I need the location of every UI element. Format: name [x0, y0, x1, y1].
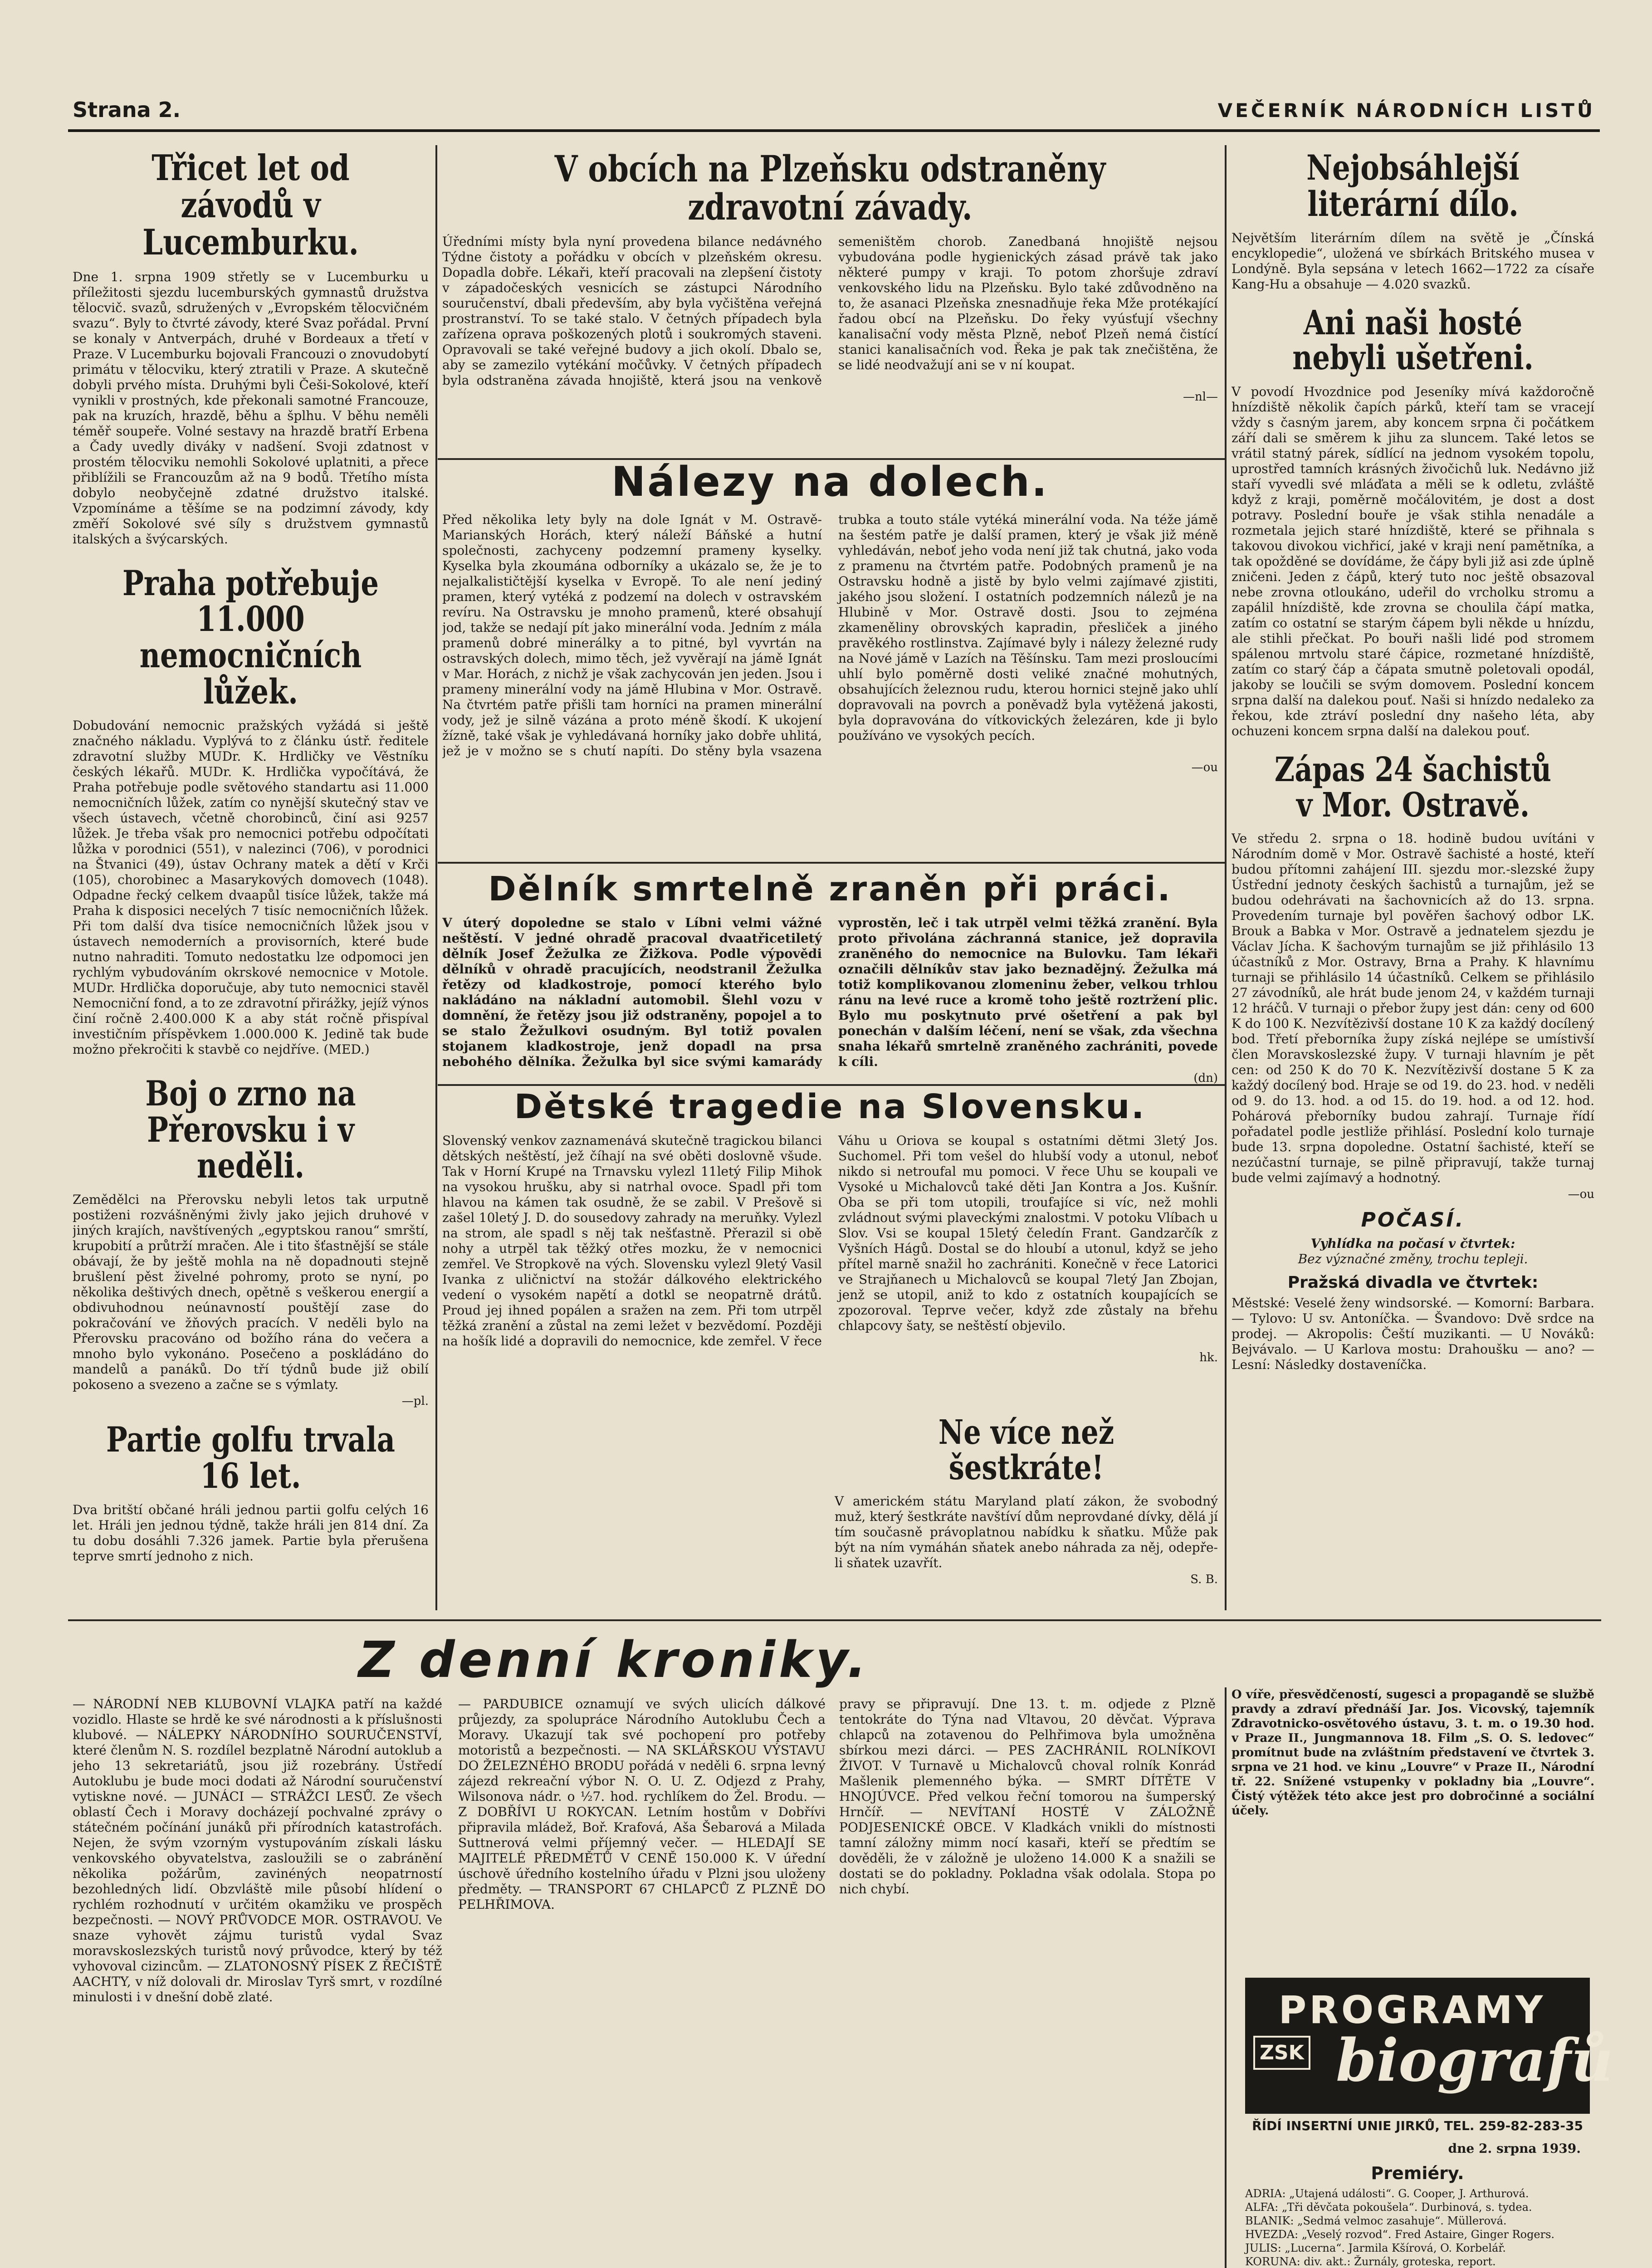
weather-line: Bez význačné změny, trochu tepleji.	[1298, 1251, 1528, 1267]
article-body: V úterý dopoledne se stalo v Líbni velmi vážné neštěstí. V jedné ohradě pracoval dvaatřicetiletý dělník Josef Žežulka ze Žižkova. Podle výpovědi dělníků v ohradě pracujících, neodstranil Žežulka řetězy od kladkostroje, pomocí kterého bylo nakládáno na nákladní automobil. Šlehl vozu v domnění, že řetězy jsou již odstraněny, popojel a to se stalo Žežulkovi osudným. Byl totiž povalen stojanem kladkostroje, jenž dopadl na prsa nebohého dělníka. Žežulka byl sice svými kamarády vyprostěn, leč i tak utrpěl velmi těžká zranění. Byla proto přivolána záchranná stanice, jež dopravila zraněného do nemocnice na Bulovku. Tam lékaři označili dělníkův stav jako beznadějný. Žežulka má totiž komplikovanou zlomeninu žeber, velkou trhlou ránu na levé ruce a kromě toho ještě roztržení plic. Bylo mu poskytnuto prvé ošetření a pak byl ponechán v dalším léčení, není se však, zda všechna snaha lékařů smrtelně zraněného zachrániti, povede k cíli.	[442, 915, 1218, 1069]
theatre-title: Pražská divadla ve čtvrtek:	[1287, 1273, 1539, 1292]
article-signature: —nl—	[1183, 390, 1218, 404]
lecture-note	[1232, 1687, 1594, 1969]
biograf-advert	[1245, 1978, 1613, 2114]
weather-line: Vyhlídka na počasí v čtvrtek:	[1310, 1236, 1515, 1251]
article-title: Dětské tragedie na Slovensku.	[514, 1090, 1146, 1126]
article-signature: —ou	[1568, 1188, 1594, 1202]
kronika-column: pravy se připravují. Dne 13. t. m. odjede z Plzně tentokráte do Týna nad Vltavou, 20 děvčat. Výprava chlapců na zotavenou do Pelhřimova byla umožněna sbírkou mezi dárci. — PES ZACHRÁNIL ROLNÍKOVI ŽIVOT. V Turnavě u Michalovců choval rolník Konrád Mašlenik plemenného býka. — SMRT DÍTĚTE V HNOJÚVCE. Před velkou řeční tomorou na šumperský Hrnčíř. — NEVÍTANÍ HOSTÉ V ZÁLOŽNĚ PODJESENICKÉ OBCE. V Kladkách vnikli do místnosti tamní záložny mimm nocí kasaři, kteří se předtím se dověděli, že v záložně je uloženo 14.000 K a snažili se dostati se do pokladny. Pokladna však odolala. Stopa po nich chybí.	[839, 1696, 1216, 1897]
article-body: Ve středu 2. srpna o 18. hodině budou uvítáni v Národním domě v Mor. Ostravě šachisté a hosté, kteří budou přítomni zahájení III. sjezdu mor.-slezské župy Ústřední jednoty českých šachistů a turnajům, jež se budou odehrávati na šachovnicích až do 13. srpna. Provedením turnaje byl pověřen šachový odbor LK. Brouk a Babka v Mor. Ostravě a jednatelem sjezdu je Václav Jícha. K šachovým turnajům se již přihlásilo 13 účastníků z Mor. Ostravy, Brna a Prahy. K hlavnímu turnaji se přihlásilo 14 účastníků. Celkem se přihlásilo 27 závodníků, ale hrát bude jenom 24, v každém turnaji 12 hráčů. V turnaji o přebor župy jest dán: ceny od 600 K do 100 K. Nezvítězivší dostane 10 K za každý docílený bod. Třetí přeborníka župy získá nejlépe se umístivší člen Moravskoslezské župy. V turnaji hlavním je pět cen: od 250 K do 70 K. Nezvítězivší dostane 5 K za každý docílený bod. Hraje se od 19. do 23. hod. v neděli od 9. do 13. hod. a od 15. do 19. hod. a od 12. hod. Pohárová přeborníky budou zahrají. Turnaje řídí pořadatel podle jestliže přihlásí. Poslední kolo turnaje bude 13. srpna dopoledne. Ostatní šachisté, kteří se nezúčastní turnaje, se pilně připravují, takže turnaj bude velmi zajímavý a hodnotný.	[1232, 831, 1594, 1186]
weather-title: POČASÍ.	[1361, 1208, 1465, 1232]
premiery-title: Premiéry.	[1371, 2163, 1464, 2183]
kronika-column: — PARDUBICE oznamují ve svých ulicích dálkové průjezdy, za spolupráce Národního Autoklubu Čech a Moravy. Ukazují tak své pochopení pro potřeby motoristů a bezpečnosti. — NA SKLÁŘSKOU VÝSTAVU DO ŽELEZNÉHO BRODU pořádá v neděli 6. srpna levný zájezd rekreační výbor N. O. U. Z. Odjezd z Prahy, Wilsonova nádr. o ½7. hod. rychlíkem do Žel. Brodu. — Z DOBŘÍVI U ROKYCAN. Letním hostům v Dobřívi připravila mládež, Boř. Krafová, Aša Šebarová a Milada Suttnerová velmi příjemný večer. — HLEDAJÍ SE MAJITELÉ PŘEDMĚTŮ V CENĚ 150.000 K. V úřední úschově úředního kostelního úřadu v Plzni jsou uloženy předměty. — TRANSPORT 67 CHLAPCŮ Z PLZNĚ DO PELHŘIMOVA.	[458, 1696, 826, 1912]
article-body: Největším literárním dílem na světě je „Čínská encyklopedie“, uložená ve sbírkách Britského musea v Londýně. Byla sepsána v letech 1662—1722 za císaře Kang-Hu a obsahuje — 4.020 svazků.	[1232, 230, 1594, 292]
note-body: O víře, přesvědčeností, sugesci a propagandě se službě pravdy a zdraví přednáší Jar. Jos. Vicovský, tajemník Zdravotnicko-osvětového ústavu, 3. t. m. o 19.30 hod. v Praze II., Jungmannova 18. Film „S. O. S. ledovec“ promítnut bude na zvláštním představení ve čtvrtek 3. srpna ve 21 hod. ve kinu „Louvre“ v Praze II., Národní tř. 22. Snížené vstupenky v pokladny bia „Louvre“. Čistý výtěžek této akce jest pro dobročinné a sociální účely.	[1232, 1688, 1594, 1818]
article-body: V povodí Hvozdnice pod Jeseníky mívá každoročně hnízdiště několik čapích párků, kteří tam se vracejí vždy s časným jarem, aby koncem srpna či počátkem září dali se směrem k jihu za sluncem. Také letos se vrátil statný párek, sídlící na jednom vysokém topolu, uprostřed tamních krásných živočichů luk. Nedávno již staří vyvedli své mláďata a měli se k odletu, zvláště když z kraji, poměrně močálovitém, je dost a dost potravy. Poslední bouře je však stihla nenadále a rozmetala jejich staré hnízdiště, které se přihnala s takovou divokou vichřicí, jaké v kraji není pamětníka, a tak opožděné se dovídáme, že čápy byli již asi zde úplně zničeni. Jeden z čápů, který tuto noc ještě obsazoval nebe zrovna otloukáno, udeřil do vrcholku stromu a zapálil hnízdiště, kde zrovna se choulila čápí matka, zatím co ostatní se starým čápem byli někde u hnízdu, ale stihli přečkat. Po bouři našli lidé pod stromem spálenou mrtvolu staré čápice, rozmetané hnízdiště, zatím co starý čáp a čápata smutně poletovali opodál, jakoby se loučili se svým domovem. Poslední koncem srpna další na dalekou pouť. Naši si hnízdo nedaleko za řekou, kde ztráví poslední dny našeho léta, aby ochuzeni koncem srpna další na dalekou pouť.	[1232, 384, 1594, 738]
article-body: V americkém státu Maryland platí zákon, že svobodný muž, který šestkráte navštíví dům neprovdané dívky, dělá jí tím současně právoplatnou nabídku k sňatku. Může pak být na ním vymáhán sňatek anebo náhrada za něj, odepře-li sňatek uzavřít.	[835, 1494, 1218, 1571]
page-header	[68, 93, 1600, 132]
cinema-listing: ALFA: „Tři děvčata pokoušela“. Durbinová, s. tydea.	[1245, 2201, 1532, 2214]
column-rule	[435, 145, 437, 1610]
article-title: Třicet let od závodů v Lucemburku.	[142, 150, 359, 263]
article-signature: S. B.	[1190, 1573, 1218, 1587]
article-title: Ani naši hosté nebyli ušetřeni.	[1292, 303, 1534, 378]
cinema-programme	[1245, 2141, 1590, 2268]
column-center	[442, 150, 1218, 1615]
article-body: Zemědělci na Přerovsku nebyli letos tak urputně postiženi rozvášněnými živly jako jejich druhové v jiných krajích, navštívených „egyptskou ranou“ smrští, krupobití a průtrží mračen. Ale i tito šťastnější se stále obávají, že by ještě mohla na ně dopadnouti stejně brušlení pěst živelné pohromy, proto se nyní, po několika deštivých dnech, opětně s veškerou energií a obdivuhodnou neúnavností pouštějí zase do pokračování ve žňových pracích. V neděli bylo na Přerovsku pracováno od božího rána do večera a mnoho bylo vykonáno. Posečeno a poskládáno do mandelů a panáků. Do tří týdnů bude již obilí pokoseno a svezeno a začne se s výmlaty.	[73, 1192, 429, 1393]
article-title: Ne více než šestkráte!	[938, 1415, 1114, 1487]
ad-programy: PROGRAMY	[1278, 1988, 1546, 2032]
article-golf	[73, 1419, 429, 1564]
article-literarni-dilo	[1232, 150, 1594, 292]
theatre-body: Městské: Veselé ženy windsorské. — Komorní: Barbara. — Tylovo: U sv. Antoníčka. — Švandovo: Dvě srdce na prodej. — Akropolis: Čeští muzikanti. — U Nováků: Bejvávalo. — U Karlova mostu: Drahoušku — ano? — Lesní: Následky dostaveníčka.	[1232, 1295, 1594, 1373]
article-signature: (dn)	[1193, 1071, 1218, 1085]
masthead: VEČERNÍK NÁRODNÍCH LISTŮ	[1217, 99, 1595, 122]
article-maryland	[835, 1415, 1218, 1610]
article-title: Nálezy na dolech.	[611, 461, 1049, 506]
article-title: Zápas 24 šachistů v Mor. Ostravě.	[1274, 750, 1552, 825]
cinema-listing: JULIS: „Lucerna“. Jarmila Kšírová, O. Korbelář.	[1245, 2242, 1506, 2254]
column-rule	[1225, 145, 1227, 1610]
cinema-listing: KORUNA: div. akt.: Žurnály, groteska, report.	[1245, 2255, 1496, 2268]
weather-box	[1232, 1208, 1594, 1267]
column-rule	[1225, 1687, 1227, 2268]
article-signature: hk.	[1199, 1350, 1218, 1364]
kronika-column: — NÁRODNÍ NEB KLUBOVNÍ VLAJKA patří na každé vozidlo. Hlaste se hrdě ke své národnosti a k příslušnosti klubové. — NÁLEPKY NÁRODNÍHO SOURUČENSTVÍ, které členům N. S. rozdílel bezplatně Národní autoklub a jeho 13 sekretariátů, jsou již rozebrány. Ústředí Autoklubu je bude moci dodati až Národní souručenství vytiskne nové. — JUNÁCI — STRÁŽCI LESŮ. Ze všech oblastí Čech i Moravy docházejí pochvalné zprávy o státečném počínání junáků při přírodních katastrofách. Nejen, že svým vzorným vystupováním získali lásku venkovského obyvatelstva, zasloužili se o zabránění několika požárům, zavinéných neopatrností bezohledných lidí. Obzvláště mile působí hlídení o rychlém rozhodnutí v určitém okamžiku ve prospěch bezpečnosti. — NOVÝ PRŮVODCE MOR. OSTRAVOU. Ve snaze vyhovět zájmu turistů vydal Svaz moravskoslezských turistů nový průvodce, který by též vyhovoval cizincům. — ZLATONOSNÝ PÍSEK Z ŘEČIŠTĚ AACHTY, v níž dolovali dr. Miroslav Tyrš smrt, v rozdílné minulosti i v dnešní době zlaté.	[73, 1696, 442, 2004]
page-number: Strana 2.	[73, 98, 181, 122]
article-body: Dobudování nemocnic pražských vyžádá si ještě značného nákladu. Vyplývá to z článku ústř. ředitele zdravotní služby MUDr. K. Hrdličky ve Věstníku českých lékařů. MUDr. K. Hrdlička vypočítává, že Praha potřebuje podle světového standartu asi 11.000 nemocničních lůžek, zatím co nynější skutečný stav ve všech ústavech, včetně chorobinců, činí asi 9257 lůžek. Je třeba však pro nemocnici potřebu odpočítati lůžka v porodnici (551), v nalezinci (706), v porodnici na Štvanici (49), ústav Ochrany matek a dětí v Krči (105), chorobinec a Masarykových domovech (1048). Odpadne řecký celkem dvaapůl tisíce lůžek, takže má Praha k disposici necelých 7 tisíc nemocničních lůžek. Při tom další dva tisíce nemocničních lůžek jsou v ústavech nemoderních a provisorních, které bude nutno nahraditi. Tomuto nedostatku lze odpomoci jen rychlým vybudováním okrskové nemocnice v Motole. MUDr. Hrdlička doporučuje, aby tuto nemocnici stavěl Nemocniční fond, a to ze zdravotní přirážky, jejíž výnos činí ročně 2.400.000 K a aby stát ročně přispíval investičním příspěvkem 1.000.000 K. Jedině tak bude možno překročiti k stavbě co nejdříve. (MED.)	[73, 718, 429, 1057]
article-signature: —ou	[1191, 760, 1218, 774]
article-signature: —pl.	[401, 1394, 429, 1408]
article-body: Slovenský venkov zaznamenává skutečně tragickou bilanci dětských neštěstí, jež číhají na své oběti doslovně všude. Tak v Horní Krupé na Trnavsku vylezl 11letý Filip Mihok na vysokou hrušku, aby si natrhal ovoce. Spadl při tom hlavou na kámen tak osudně, že se zabil. V Prešově si zašel 10letý J. D. do sousedovy zahrady na meruňky. Vylezl na strom, ale spadl s něj tak nešťastně. Přerazil si obě nohy a utrpěl tak těžký otřes mozku, že v nemocnici zemřel. Ve Stropkově na vých. Slovensku vylezl 9letý Vasil Ivanka z uličnictví na stožár dálkového elektrického vedení o vysokém napětí a dotkl se neopatrně drátů. Proud jej ihned popálen a sražen na zem. Při tom utrpěl těžká zranění a zůstal na zemi ležet v bezvědomí. Později na hošík lidé a dopravili do nemocnice, kde zemřel. V řece Váhu u Oriova se koupal s ostatními dětmi 3letý Jos. Suchomel. Při tom vešel do hlubší vody a utonul, neboť nikdo si netroufal mu pomoci. V řece Uhu se koupali ve Vysoké u Michalovců také děti Jan Kontra a Jos. Kušnír. Oba se při tom utopili, troufajíce si víc, než mohli zvládnout svými plaveckými znalostmi. V potoku Vlíbach u Slov. Vsi se koupal 15letý čeledín Frant. Gandzarčík z Vyšních Hágů. Dostal se do hloubí a utonul, když se jeho přítel marně snažil ho zachrániti. Konečně v řece Latorici ve Strajňanech u Michalovců se koupal 7letý Jan Zbojan, jenž se utopil, aniž to kdo z ostatních koupajících se zpozoroval. Teprve večer, když zde zůstaly na břehu chlapcovy šaty, se neštěstí objevilo.	[442, 1133, 1218, 1349]
ad-footer: ŘÍDÍ INSERTNÍ UNIE JIRKŮ, TEL. 259-82-283-35	[1252, 2118, 1583, 2133]
article-slovensko	[442, 1090, 1218, 1407]
article-nalezy	[442, 461, 1218, 865]
ad-biografu: biografů	[1336, 2027, 1613, 2095]
article-title: V obcích na Plzeňsku odstraněny zdravotní závady.	[554, 150, 1106, 228]
article-title: Nejobsáhlejší literární dílo.	[1306, 150, 1520, 224]
article-body: Před několika lety byly na dole Ignát v M. Ostravě-Marianských Horách, který náleží Báňské a hutní společnosti, zachyceny podzemní prameny kyselky. Kyselka byla zkoumána odborníky a ukázalo se, že je to nejalkalističtější kyselka v Evropě. To ale není jediný pramen, který vytéká z podzemí na dolech v ostravském revíru. Na Ostravsku je mnoho pramenů, které obsahují jod, takže se nedají pít jako minerální voda. Jedním z mála pramenů dobré minerálky a to pitné, byl vyvrtán na ostravských dolech, mimo těch, jež vyvěrají na jámě Ignát v Mar. Horách, z nichž je však zachycován jen jeden. Jsou i prameny minerální vody na jámě Hlubina v Mor. Ostravě. Na čtvrtém patře přišli tam horníci na pramen minerální vody, jež je silně vázána a proto méně škodí. K ukojení žízně, také však je vyhledávaná horníky jako dobře uhlitá, jež je v možno se s chutí napíti. Do stěny byla vsazena trubka a touto stále vytéká minerální voda. Na téže jámě na šestém patře je další pramen, který je však již méně vyhledáván, neboť jeho voda není již tak chutná, jako voda z pramenu na čtvrtém patře. Podobných pramenů je na Ostravsku hodně a jistě by bylo velmi zajímavé zjistiti, jakého jsou složení. I ostatních podzemních nálezů je na Hlubině v Mor. Ostravě dosti. Jsou to zejména zkameněliny obrovských kapradin, přesliček a jiného pravěkého rostlinstva. Zajímavé byly i nálezy železné rudy na Nové jámě v Lazích na Těšínsku. Tam mezi prosloucími uhlí bylo poměrně dosti veliké značné mohutných, obsahujících železnou rudu, kterou hornici stejně jako uhlí dopravovali na povrch a poněvadž byla vytěžená jakosti, byla dopravována do vítkovických železáren, kde ji bylo používáno ve vysokých pecích.	[442, 512, 1218, 758]
programme-date: dne 2. srpna 1939.	[1448, 2141, 1581, 2156]
article-title: Praha potřebuje 11.000 nemocničních lůžek.	[122, 562, 379, 712]
theatre-listing	[1232, 1273, 1594, 1373]
cinema-listing: BLANIK: „Sedmá velmoc zasahuje“. Müllerová.	[1245, 2214, 1507, 2227]
article-plzensko	[442, 150, 1218, 454]
article-sachisti	[1232, 750, 1594, 1202]
kronika-section	[73, 1696, 1216, 2268]
article-praha-luzka	[73, 562, 429, 1057]
article-capi	[1232, 303, 1594, 739]
cinema-listing: ADRIA: „Utajená události“. G. Cooper, J. Arthurová.	[1245, 2187, 1529, 2200]
section-rule	[68, 1619, 1601, 1621]
article-title: Partie golfu trvala 16 let.	[106, 1419, 396, 1496]
ad-zsk: ZSK	[1253, 2036, 1310, 2070]
kronika-title: Z denní kroniky.	[358, 1631, 870, 1689]
article-body: Dne 1. srpna 1909 střetly se v Lucemburku u příležitosti sjezdu lucemburských gymnastů družstva tělocvič. svazů, sdružených v „Evropském tělocvičném svazu“. Byly to čtvrté závody, které Svaz pořádal. První se konaly v Antverpách, druhé v Bordeaux a třetí v Praze. V Lucemburku bojovali Francouzi o znovudobytí primátu v tělocviku, který ztratili v Praze. A skutečně dobyli prvého místa. Druhými byli Češi-Sokolové, kteří vynikli v prostných, kde překonali samotné Francouze, pak na kruzích, hrazdě, běhu a šplhu. V běhu neměli téměř soupeře. Volné sestavy na hrazdě bratří Erbena a Čady uvedly diváky v nadšení. Svoji zdatnost v prostém tělocviku nemohli Sokolové uplatniti, a přece přiblížili se Francouzům až na 9 bodů. Třetího místa dobylo neobyčejně zdatné družstvo italské. Vzpomínáme a těšíme se na podzimní závody, kdy změří Sokolové své síly s družstvem gymnastů italských a švýcarských.	[73, 269, 429, 547]
article-prerovsko	[73, 1075, 429, 1408]
article-lucemburk	[73, 150, 429, 547]
article-title: Boj o zrno na Přerovsku i v neděli.	[145, 1073, 356, 1186]
column-right	[1232, 150, 1594, 1615]
cinema-listing: HVEZDA: „Veselý rozvod“. Fred Astaire, Ginger Rogers.	[1245, 2228, 1555, 2241]
article-title: Dělník smrtelně zraněn při práci.	[488, 872, 1172, 909]
article-body: Dva britští občané hráli jednou partii golfu celých 16 let. Hráli jen jednou týdně, takže hráli jen 814 dní. Za tu dobu dosáhli 7.326 jamek. Partie byla přerušena teprve smrtí jednoho z nich.	[73, 1502, 429, 1564]
article-delnik	[442, 872, 1218, 1085]
column-left	[73, 150, 429, 1615]
article-body: Úředními místy byla nyní provedena bilance nedávného Týdne čistoty a pořádku v obcích v plzeňském okresu. Dopadla dobře. Lékaři, kteří pracovali na zlepšení čistoty v západočeských vesnicích se zástupci Národního souručenství, dbali především, aby byla vyčištěna veřejná prostranství. To se také stalo. V četných případech byla zařízena oprava poškozených plotů i soukromých staveni. Opravovali se také veřejné budovy a jich okolí. Dbalo se, aby se zamezilo vytékání močůvky. V četných případech byla odstraněna závada hnojiště, která jsou na venkově semeništěm chorob. Zanedbaná hnojiště nejsou vybudována podle hygienických zásad právě tak jako některé pumpy v kraji. To potom zhoršuje zdraví venkovského lidu na Plzeňsku. Bylo také zdůvodněno na to, že asanaci Plzeňska znesnadňuje řeka Mže protékající řadou obcí na Plzeňsku. Do řeky vyúsťují všechny kanalisační vody města Plzně, neboť Plzeň nemá čistící stanici kanalisačních vod. Řeka je pak tak znečištěna, že se lidé neodvažují ani se v ní koupat.	[442, 234, 1218, 388]
